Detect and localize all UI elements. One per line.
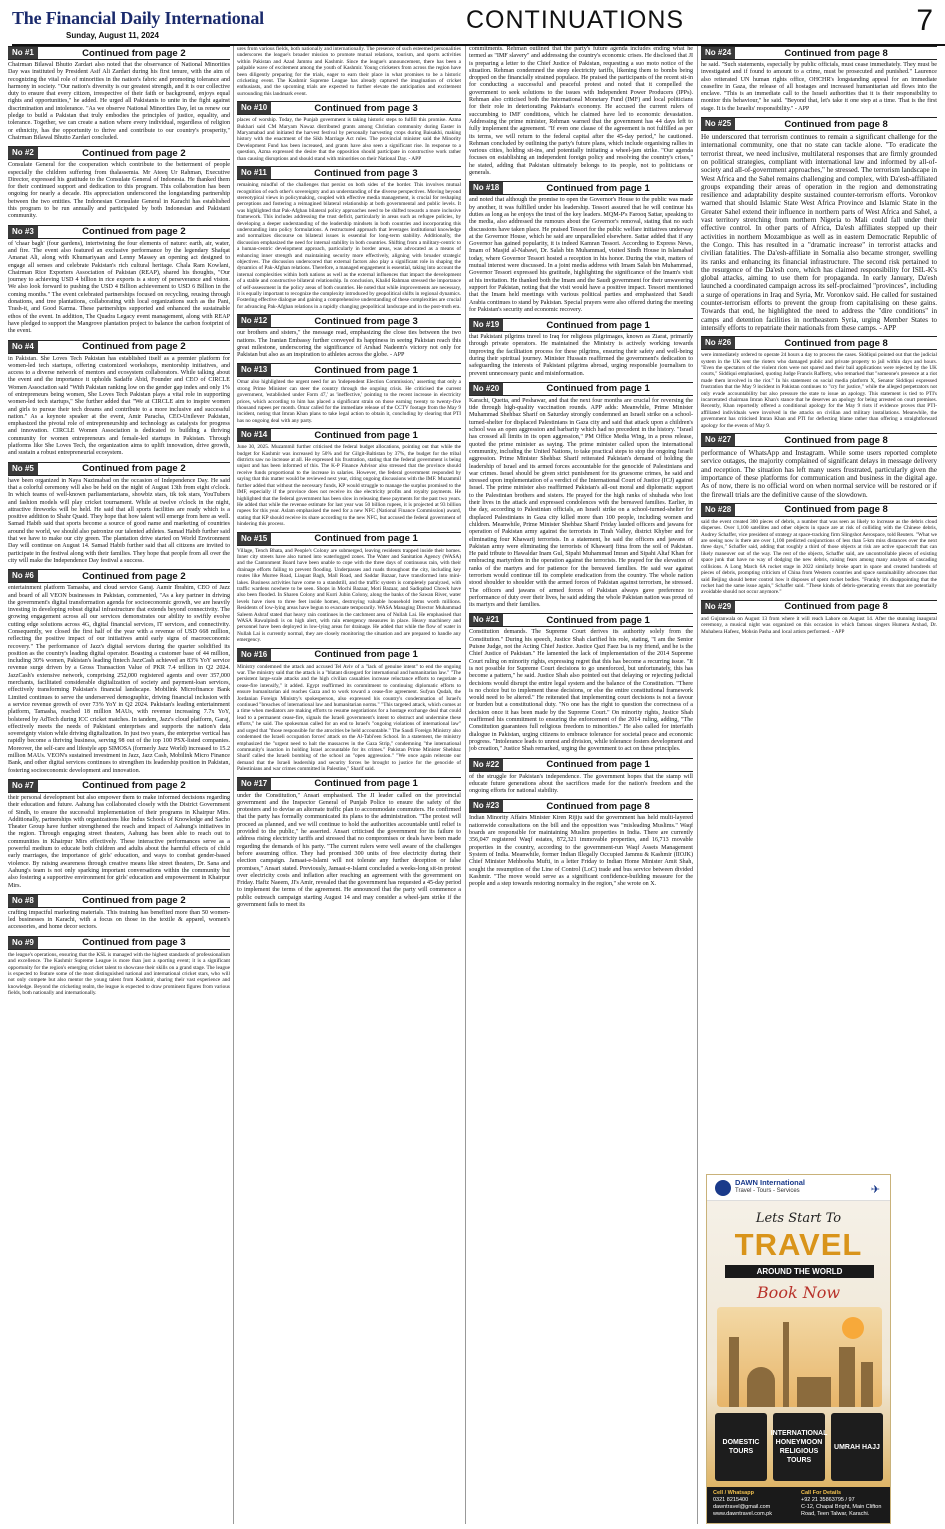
- article-body: and noted that although the promise to open the Governor's House to the public was made by another, it was fulfilled under his leadership. Tessori assured that he will continue his duties as long as he enjoys the trust of the key leaders. MQM-P's Farooq Sattar, speaking to the media, also addressed the rumours about the Governor's removal, stating that no such discussions have taken place. He praised Tessori for the public welfare initiatives underway at the Governor House, which he said are unparalleled elsewhere. Sattar added that if any Governor has gained popularity, it is indeed Kamran Tessori. According to Express News, Imam of Masjid al-Nabawi, Dr. Salah bin Muhammad, visited Sindh House in Islamabad today, where Governor Tessori hosted a reception in his honor. During the visit, matters of mutual interest were discussed. In a joint media address with Imam Salah bin Muhammad, Governor Tessori expressed his gratitude, highlighting the significance of the Imam's visit at his invitation. He thanked both the Imam and the Saudi government for their unwavering support for Pakistan, noting that the visit would have a positive impact. Tessori mentioned that the Imam held meetings with various political parties and emphasized that Saudi Arabia continues to stand by Pakistan. Special prayers were also offered during the meeting for Pakistan's security and economic recovery.: [469, 197, 693, 313]
- article-header: [8, 146, 230, 160]
- article: [701, 433, 937, 499]
- article-number-badge: No #13: [237, 364, 271, 376]
- article-continued-heading: Continued from page 8: [546, 800, 650, 812]
- ad-subheadline: AROUND THE WORLD: [725, 1265, 874, 1278]
- article: [237, 46, 461, 97]
- article-header: [701, 117, 937, 131]
- masthead: [6, 4, 939, 48]
- column-divider: [465, 46, 466, 1524]
- article-continued-heading: Continued from page 1: [546, 319, 650, 331]
- article-number-badge: No #26: [701, 337, 735, 349]
- article: [237, 314, 461, 359]
- call-phone[interactable]: +92 21 35863795 / 97: [801, 1497, 855, 1503]
- article-continued-heading: Continued from page 1: [546, 383, 650, 395]
- article-header: [701, 46, 937, 60]
- article-number-badge: No #12: [237, 315, 271, 327]
- article-number-badge: No #5: [8, 463, 38, 475]
- article: [8, 936, 230, 997]
- travel-advertisement[interactable]: [706, 1174, 891, 1524]
- article-body: of the struggle for Pakistan's independence. The government hopes that the stamp will educate future generations about the sacrifices made for the nation's freedom and the ongoing efforts for national stability.: [469, 773, 693, 795]
- article-header: [8, 340, 230, 354]
- article-body: were immediately ordered to operate 24 hours a day to process the cases. Siddiqui pointed out that the judicial system in the UK sent the rioters who damaged public and private property to jail within days and hours. "Even the spectators of the violent riots were not spared and their bail applications were rejected by the UK courts," Siddiqui emphasised, quoting Judge Francis Rafferty, who remarked that "someone's presence at a riot made them involved in the riot." In his statement on social media platform X, Senator Siddiqui expressed frustration that the May 9 incident in Pakistan continues to "cry for justice," while the alleged perpetrators not only evade accountability but also pressure the state to issue an apology. This statement is tied to PTI's incarcerated chairman Imran Khan's stance that he deserves an apology for being arrested on court premises. Recently, Khan reportedly offered a conditional apology for the May 9 riots if evidence proves that PTI-affiliated individuals were involved in the attacks on civilian and military installations. Meanwhile, the government has criticised Imran Khan and PTI for deflecting blame rather than offering a straightforward apology for the events of May 9.: [701, 352, 937, 429]
- article-body: that Pakistani pilgrims travel to Iraq for religious pilgrimages, known as Ziarat, primarily through private operators. He maintained the Ministry is actively working towards improving the facilitation process for these pilgrims, ensuring their safety and well-being during their spiritual journey. Minister Hussain reaffirmed the government's dedication to safeguarding the interests of Pakistani pilgrims abroad, urging responsible journalism to prevent unnecessary panic and misinformation.: [469, 334, 693, 377]
- column-divider: [233, 46, 234, 1524]
- article-body: Constitution demands. The Supreme Court derives its authority solely from the Constitution." During his speech, Justice Shah clarified his role, stating, "I am the Senior Puisne Judge, not the Acting Chief Justice. Justice Qazi Faez Isa is my friend, and he is the Chief Justice of Pakistan." He lamented the lack of implementation of the 2014 Supreme Court ruling on minority rights, expressing regret that this has become a recurring issue. "It is not possible for Supreme Court decisions to go unenforced, but unfortunately, this has become a pattern," he said. Justice Shah also pointed out that delaying or rejecting judicial decisions would disrupt the entire legal system and the balance of the Constitution. "There is no choice but to implement these decisions, or else the entire constitutional framework would need to be altered." He reiterated that implementing court decisions is not a favour or burden but a constitutional duty. "No one has the right to question the correctness of a decision once it has been made by the Supreme Court." On minority rights, Justice Shah reaffirmed his commitment to ensuring the enforcement of the 2014 ruling, adding, "The Constitution guarantees full religious freedom to minorities." He also called for interfaith dialogue in Pakistan, urging citizens to embrace tolerance for societal peace and economic progress. "Intolerance leads to unrest and division, while tolerance fosters development and job creation," Justice Shah remarked, urging the government to act on these principles.: [469, 629, 693, 753]
- article-continued-heading: Continued from page 8: [784, 601, 888, 613]
- contact-email[interactable]: dawntravel@gmail.com: [713, 1504, 771, 1510]
- article-number-badge: No #25: [701, 118, 735, 130]
- landmark-icon: [729, 1337, 739, 1407]
- contact-label: Cell / Whatsapp: [713, 1490, 754, 1496]
- ad-headline: TRAVEL: [734, 1227, 863, 1262]
- article: [237, 532, 461, 644]
- article-header: [237, 777, 461, 791]
- article-body: have been organized in Naya Nazimabad on the occasion of Independence Day. He said that a colorful ceremony will also be held on the night of August 13th from eight o'clock. In which teams of well-known parliamentarians, showbiz stars, tik tok stars, YouTubers and fashion models will play cricket tournament. While at twelve o'clock in the night, attractive fireworks will be held. He said that all sports facilities are ready which is a positive addition to Shahr Quaid. They hope that how talent will emerge from here as well. Samad Habib said that sports become a source of good name and marketing of countries around the world, we should also patronize our talented athletes. Samad Habib further said that we have to make our city green. The plantation drive started on World Environment Day will continue on August 14. Samad Habib further said that all citizens are invited to participate in the festival along with their families. They hope that people from all over the city will make the Independence Day festival a success.: [8, 477, 230, 564]
- article-header: [701, 600, 937, 614]
- article-number-badge: No #23: [469, 800, 503, 812]
- ad-service-international: INTERNATIONAL HONEYMOON RELIGIOUS TOURS: [773, 1413, 825, 1481]
- article-header: [8, 936, 230, 950]
- article: [8, 340, 230, 458]
- article: [701, 46, 937, 113]
- article: [701, 503, 937, 596]
- article-continued-heading: Continued from page 2: [82, 463, 186, 475]
- article-continued-heading: Continued from page 2: [82, 895, 186, 907]
- article: [469, 382, 693, 610]
- article-number-badge: No #29: [701, 601, 735, 613]
- article-number-badge: No #22: [469, 759, 503, 771]
- article-number-badge: No #2: [8, 147, 38, 159]
- article-body: said the event created 300 pieces of debris, a number that was seen as likely to increase as the debris cloud disperses. Over 1,100 satellites and other objects in space are at risk of colliding with the Chinese debris, Audrey Schaffer, vice president of strategy at space-tracking firm Slingshot Aerospace, told Reuters. "What we are seeing now is there are over 1,100 predicted conjunctions of less than 5-km miss distances over the next three days," Schaffer said, adding that roughly a third of those objects at risk are active spacecraft that can likely maneuver out of the way. The rest of the objects, Schaffer said, are uncontrollable pieces of existing space junk that have no way of dodging the new debris, raising fears among many analysts of cascading collisions. A Long March 6A rocket stage in 2022 similarly broke apart in space and created hundreds of pieces of debris, prompting criticism of China from Western countries and space sustainability advocates that said Beijing should better control how it disposes of spent rocket bodies. "Frankly it's disappointing that the rocket had the same issue again," Schaffer said. "These kinds of debris-generating events that are potentially avoidable should not occur anymore.": [701, 518, 937, 596]
- article-header: [469, 613, 693, 627]
- globe-icon: [715, 1180, 731, 1196]
- article-continued-heading: Continued from page 2: [82, 47, 186, 59]
- article: [701, 336, 937, 429]
- article-body: and Gujranwala on August 13 from where it will reach Lahore on August 14. After the stunning inaugural ceremony, a musical night was organized on this occasion in which famous singers Humera Arshad, Dr. Muhabera Hafeez, Mohsin Pasha and local artists performed. - APP: [701, 615, 937, 635]
- article-header: [8, 225, 230, 239]
- article-number-badge: No #17: [237, 778, 271, 790]
- page-number: 7: [916, 4, 933, 37]
- article-header: [8, 779, 230, 793]
- article-number-badge: No #1: [8, 47, 38, 59]
- article-continued-heading: Continued from page 3: [314, 102, 418, 114]
- article-header: [237, 314, 461, 328]
- article-body: places of worship. Today, the Punjab government is taking historic steps to fulfill this promise. Azma Bukhari said CM Maryam Nawaz distributed grants among Christian community during Easter in Maryamabad and initiated the harvest festival by personally harvesting crops during Baisakhi, making history with the enactment of the Sikh Marriage Act rules. The provincial minister said the Minority Development Fund has been increased, and grants have also seen a significant rise. In response to a question, Azma expressed the desire that the opposition should participate in constructive work rather than causing disruptions and should stand with minorities on their National Day. - APP: [237, 117, 461, 162]
- article-body: our brothers and sisters," the message read, emphasizing the close ties between the two nations. The Iranian Embassy further conveyed its happiness in seeing Pakistan reach this great milestone, underscoring the significance of Arshad Nadeem's victory not only for Pakistan but also as an inspiration to athletes across the globe. - APP: [237, 330, 461, 359]
- article-continued-heading: Continued from page 2: [82, 147, 186, 159]
- office-address: C-12, Chapal Bright, Main Clifton Road, Teen Talwar, Karachi.: [801, 1504, 882, 1517]
- article-continued-heading: Continued from page 3: [314, 167, 418, 179]
- article-body: he said. "Such statements, especially by public officials, must cease immediately. They must be investigated and if found to amount to a crime, must be prosecuted and punished." Laurence also reiterated UN human rights office, OHCHR's longstanding appeal for an immediate ceasefire in Gaza, the release of all hostages and increased humanitarian aid flows into the enclave. "This is an immediate call to the Israeli authorities that it is their responsibility to monitor this behaviour," he said. "Beyond that, let's take it one step at a time. That is the first stage. It is the Israelis' responsibility." - APP: [701, 62, 937, 112]
- article-header: [701, 503, 937, 517]
- article-number-badge: No #14: [237, 429, 271, 441]
- column-4: [701, 46, 937, 1170]
- article-header: [701, 336, 937, 350]
- article-body: under the Constitution," Ansari emphasised. The JI leader called on the provincial government and the Inspector General of Punjab Police to ensure the safety of the protesters and to devise an alternate traffic plan to accommodate commuters. He confirmed that the party has formally communicated its plans to the administration. "The protest will proceed as planned, and we will continue to hold the authorities accountable until relief is provided to the public," he asserted. Ansari criticised the government for its failure to address rising electricity tariffs and stressed that no compromises or deals have been made regarding the demands of his party. "The current rulers were well aware of the challenges before assuming office. They had promised 300 units of free electricity during their election campaign. Jamaat-e-Islami will not tolerate any further deception or false promises," Ansari stated. Previously, Jamaat-e-Islami concluded a weeks-long sit-in protest over electricity costs and inflation after reaching an agreement with the government on Friday. Hafiz Naeem, JI's Amir, revealed that the government has requested a 45-day period to implement the terms of the agreement. He announced that the party will commence a public outreach campaign starting August 14 and may consider a wheel-jam strike if the government fails to meet its: [237, 792, 461, 908]
- article-body: remaining mindful of the challenges that persist on both sides of the border. This involves mutual recognition of each other's sovereignty and an understanding of the diverse perspectives. Moving beyond stereotypical views in policymaking, coupled with effective media management, is crucial for reshaping perceptions and fostering a reimagined bilateral relationship at both governmental and public levels. It was highlighted that Pak-Afghan bilateral policy approaches need to be shifted towards a more inclusive framework. This includes addressing the trust deficit, particularly in areas such as refugee policies, by developing a deeper understanding of the leadership mindsets in both countries and incorporating this understanding into policy formulations. A restructured approach that leverages institutional knowledge and normalizes discourse on bilateral issues is essential for long-term stability. Additionally, the discussion emphasized the need for internal stability in both countries. Shifting from a military-centric to a human-centric development approach, particularly in border areas, was advocated as a means of enhancing inner strength and maintaining security more effectively, aligning with broader strategic objectives. The discussion underscored that external factors also play a significant role in shaping the dynamics of Pak-Afghan relations. Therefore, a managed engagement is essential, taking into account the internal complexities within both nations as well as the external influences that impact the development of a stable and constructive bilateral relationship. In conclusion, Khalid Rahman stressed the importance of self-assessment in the policy areas of both countries. He noted that while improvements are necessary, it is equally important to recognize the complexity introduced by geopolitical shifts in regional dynamics. Fostering effective dialogue and gaining a comprehensive understanding of these complexities are crucial for advancing Pak-Afghan relations in a rapidly changing geopolitical landscape and in the post-truth era.: [237, 182, 461, 310]
- article: [8, 569, 230, 775]
- ad-tagline: Lets Start To: [755, 1211, 842, 1226]
- article-number-badge: No #7: [8, 780, 38, 792]
- article-header: [8, 569, 230, 583]
- ad-service-domestic: DOMESTIC TOURS: [715, 1413, 767, 1481]
- article-continued-heading: Continued from page 8: [784, 118, 888, 130]
- article: [237, 363, 461, 424]
- article-header: [237, 101, 461, 115]
- article-header: [469, 181, 693, 195]
- article-continued-heading: Continued from page 3: [82, 937, 186, 949]
- article-number-badge: No #16: [237, 649, 271, 661]
- article-number-badge: No #10: [237, 102, 271, 114]
- article-body: June 30, 2025. Muzammil further criticised the federal budget allocations, pointing out that while the budget for Kashmir was increased by 50% and for Gilgit-Baltistan by 37%, the budget for the tribal districts saw no increase at all. He expressed his frustration, stating that the federal government is being unjust and has been informed of this. The K-P Finance Advisor also stressed that the province should receive funds proportional to the increase in salaries. However, the federal government responded by saying that this matter would be reviewed next year, citing ongoing discussions with the IMF. Muzammil further added that without the necessary funds, KP would struggle to manage the surplus promised to the IMF, especially if the province does not receive its due electricity profits and royalty payments. He highlighted that the federal government has been slow in releasing these payments for the past two years. He added that while the revenue estimate for last year was 50 billion rupees, it is projected at 93 billion rupees for this year. Aslam emphasised the need for a new NFC (National Finance Commission) award, stating that KP should receive its share according to the new NFC, but accused the federal government of hindering this process.: [237, 444, 461, 528]
- ad-header: [707, 1175, 890, 1201]
- article-continued-heading: Continued from page 3: [314, 315, 418, 327]
- article-header: [469, 799, 693, 813]
- book-now-label[interactable]: Book Now: [756, 1283, 841, 1302]
- article-number-badge: No #11: [237, 167, 271, 179]
- article-continued-heading: Continued from page 2: [82, 780, 186, 792]
- article: [8, 146, 230, 220]
- article: [469, 181, 693, 314]
- call-label: Call For Details: [801, 1490, 842, 1496]
- article: [237, 166, 461, 310]
- article-body: Karachi, Quetta, and Peshawar, and that the next four months are crucial for reversing the tide through high-quality vaccination rounds. APP adds: Meanwhile, Prime Minister Muhammad Shehbaz Sharif on Saturday strongly condemned an Israeli strike on a school-turned-shelter for displaced Palestinians in Gaza city and said that attack upon a children's school was an open aggression and barbarity which had no precedent in the history. "Israel has crossed all limits in its open aggression," PM Office Media Wing, in a press release, quoted the prime minister as saying. The prime minister called upon the international community, including the United Nations, to take practical steps to stop the ongoing Israeli aggression. Prime Minister Shehbaz Sharif reiterated Pakistan's demand of holding the leadership of Israel and its armed forces accountable for the genocide of Palestinians and war crimes. Israel should be given strict punishment for its gruesome crimes, he said and stressed upon implementation of a verdict of the International Court of Justice (ICJ) against Israel. The prime minister also reaffirmed Pakistan's all-out moral and diplomatic support to the Palestinian brothers and sisters. He prayed for the high ranks of shuhada who lost their lives in the attack and expressed condolences with the bereaved families. Earlier, in the day, according to Palestinian officials, an Israeli strike on a school-turned-shelter for displaced Palestinians in Gaza city killed more than 100 people, including women and children. Meanwhile, Prime Minister Shehbaz Sharif Friday lauded officers and jawans for operation of Pakistan army against the terrorists in Tirah Valley, district Khyber and for eliminating four Khawarij terrorists. In a statement, he said the officers and jawans of Pakistan army were eliminating the terrorists of Khawarij fitna from the soil of Pakistan. He paid tribute to Hawaldar Inam Gul, Sipahi Muhammad Imran and Sipahi Altaf Khan for embracing martyrdom in the operation against the terrorists. He prayed for the elevation of ranks of the martyrs and for patience for the bereaved families. He said war against terrorism would continue till its complete eradication from the country. The whole nation stood shoulder to shoulder with the armed forces of Pakistan against terrorism, he stressed. The officers and jawans of armed forces of Pakistan always gave preference to performance of duty over their lives, he said adding the whole Pakistan nation was proud of its martyrs and their families.: [469, 397, 693, 609]
- article-header: [8, 46, 230, 60]
- column-divider: [697, 46, 698, 1524]
- article-body: commitments. Rehman outlined that the party's future agenda includes ending what he termed as "IMF slavery" and addressing the country's economic crises. He disclosed that JI is preparing a letter to the Chief Justice of Pakistan, requesting a suo moto notice of the situation. Rehman condemned the steep electricity tariffs, likening them to bombs being dropped on the financially strained populace. He praised the participants of the recent sit-in for conducting a successful and peaceful protest and noted that it compelled the government to seek solutions to the issues with Independent Power Producers (IPPs). Rehman also criticised both the International Monetary Fund (IMF) and local politicians for their role in deteriorating Pakistan's economy. He accused the current rulers of succumbing to IMF conditions, which he claimed have led to economic devastation. Addressing the prime minister, Rehman warned that the government has 44 days left to fully implement the agreement. "If even one clause of the agreement is not fulfilled as per its terms, we will return to the federal capital after the 45-day period," he cautioned. Rehman concluded by outlining the party's future plans, which include organising rallies in various cities, holding sit-ins, and potentially initiating a wheel-jam strike. "Our agenda focuses on establishing an independent foreign policy and resolving the country's crises," he stated, adding that Pakistan ultimately belongs to its people, not to politicians or generals.: [469, 46, 693, 177]
- landmark-icon: [839, 1347, 855, 1407]
- article-continued-heading: Continued from page 1: [314, 649, 418, 661]
- article-continued-heading: Continued from page 1: [314, 778, 418, 790]
- article: [701, 117, 937, 332]
- article-body: ures from various fields, both nationally and internationally. The presence of such esteemed personalities underscores the league's broader mission to promote mutual relations, tourism, and sports activities within Pakistan and Azad Jammu and Kashmir. Since the league's announcement, there has been a palpable wave of excitement among the youth of Kashmir. Young cricketers from across the region have been diligently preparing for the trials, eager to earn their place in what promises to be a historic cricketing event. The Kashmir Supreme League has already captured the imagination of cricket enthusiasts, and the upcoming trials are expected to further elevate the anticipation and excitement surrounding this landmark event.: [237, 46, 461, 97]
- article-number-badge: No #20: [469, 383, 503, 395]
- article-body: performance of WhatsApp and Instagram. While some users reported complete service outages, the majority complained of significant delays in message delivery and reception. The situation has left many users frustrated, particularly given the importance of these platforms for communication and business in the digital age. As of now, there is no official word on when normal service will be restored or if the firewall trials are the definitive cause of the slowdown.: [701, 449, 937, 499]
- article-continued-heading: Continued from page 1: [314, 364, 418, 376]
- airplane-icon: ✈: [870, 1184, 880, 1196]
- article: [469, 758, 693, 796]
- issue-date: Sunday, August 11, 2024: [66, 31, 159, 40]
- article-body: their personal development but also empower them to make informed decisions regarding their education and future. Aahung has collaborated closely with the District Government of Sindh, to ensure the successful implementation of their programs in Khairpur Mirs. Additionally, partnerships with organizations like Indus Schools of Knowledge and Sacho Theater Group have further strengthened the reach and impact of Aahung's initiatives in the region. Through engaging street theaters, Aahung has been able to reach out to communities in Khairpur Mirs effectively. These interactive performances serve as a powerful medium to educate both children and adults about the harmful effects of child early marriages, the importance of girls' education, and ways to combat gender-based violence. By raising awareness through creative means like street theaters, Dr. Sana and Aahung's team is not only sparking important conversations within the community but also fostering a supportive environment for girls' education and empowerment in Khairpur Mirs.: [8, 794, 230, 889]
- article-number-badge: No #3: [8, 226, 38, 238]
- article-number-badge: No #4: [8, 341, 38, 353]
- landmark-icon: [861, 1362, 873, 1407]
- article: [469, 799, 693, 888]
- article-continued-heading: Continued from page 1: [546, 614, 650, 626]
- article: [8, 225, 230, 336]
- article-header: [469, 758, 693, 772]
- article-number-badge: No #15: [237, 533, 271, 545]
- article-continued-heading: Continued from page 8: [784, 504, 888, 516]
- ad-service-umrah: UMRAH HAJJ: [831, 1413, 883, 1481]
- article-body: the league's operations, ensuring that the KSL is managed with the highest standards of professionalism and excellence. The Kashmir Supreme League is more than just a sporting event; it is a significant opportunity for the region's emerging cricket talent to showcase their skills on a grand stage. The league is expected to feature some of the most distinguished national and international cricket stars, who will not only compete but also mentor the young talent from Kashmir, sharing their vast experience and knowledge. Beyond the cricketing realm, the league is expected to draw prominent figures from various fields, both nationally and internationally.: [8, 951, 230, 997]
- article-number-badge: No #27: [701, 434, 735, 446]
- article-continued-heading: Continued from page 1: [314, 429, 418, 441]
- column-2: [237, 46, 461, 1524]
- landmark-icon: [797, 1377, 831, 1407]
- article-body: Village, Tench Bhata, and People's Colony are submerged, leaving residents trapped inside their homes. Inner city streets have also turned into waterlogged zones. The Water and Sanitation Agency (WASA) and the Cantonment Board have been unable to cope with the three days of continuous rain, with their drainage efforts failing to prevent flooding. Underpasses and roads throughout the city, including key routes like Murree Road, Liaquat Bagh, Mall Road, and Saddar Bazaar, have transformed into mini-lakes. Business activities have come to a standstill, and the traffic system is completely paralyzed, with traffic wardens nowhere to be seen. Shops in Mochi Bazaar, Moti Bazaar, and Sadiqabad Chowk have also been flooded. In Sharen Colony and Kurri Jubin Colony, along the banks of the Sawan River, water levels have risen to three feet inside homes, destroying valuable household items worth millions. Residents of low-lying areas have begun to evacuate temporarily. WASA Managing Director Muhammad Saleem Ashraf stated that heavy rain continues in the catchment area of Nullah Lai. He emphasised that WASA Rawalpindi is on high alert, with rain emergency measures in place. Heavy machinery and personnel have been deployed in low-lying areas for drainage. He added that while the flow of water in Nullah Lai is currently normal, they are closely monitoring the situation and are prepared to handle any emergency.: [237, 547, 461, 644]
- landmark-icon: [747, 1367, 775, 1407]
- article-continued-heading: Continued from page 2: [82, 570, 186, 582]
- article-body: Indian Minority Affairs Minister Kiren Rijiju said the government has held multi-layered nationwide consultations on the bill and the opposition was "misleading Muslims." Waqf boards are responsible for maintaining Muslim properties in India. There are currently 356,047 registered Waqf estates, 872,321 immovable properties, and 16,713 movable properties in the country, according to the government-run Waqf Assets Management System of India. Meanwhile, former Indian Illegally Occupied Jammu & Kashmir (IIOJK) Chief Minister Mehbooba Mufti, in a letter Friday to Indian Home Minister Amit Shah, sought the resumption of the Line of Control (LoC) trade and bus service between divided Kashmir. "The move would serve as a significant confidence-building measure for the people and a step towards restoring normalcy in the region," she wrote on X.: [469, 815, 693, 888]
- sun-icon: [842, 1317, 864, 1339]
- article-continued-heading: Continued from page 1: [546, 182, 650, 194]
- article-body: Omar also highlighted the urgent need for an 'independent Election Commission,' asserting that only a strong Prime Minister can steer the country through the ongoing crisis. He criticised the current government, 'established under Form 47,' as 'ineffective,' pointing to the recent increase in electricity prices, which according to him has placed a significant strain on those earning twenty to twenty-five thousand rupees per month. Omar called for the immediate release of the CCTV footage from the May 9 incident, noting that Imran Khan plans to take legal action to obtain it, concluding by clearing that PTI has no ongoing deal with any party.: [237, 379, 461, 424]
- article-number-badge: No #18: [469, 182, 503, 194]
- article-header: [701, 433, 937, 447]
- article-number-badge: No #6: [8, 570, 38, 582]
- article-header: [8, 894, 230, 908]
- article-number-badge: No #19: [469, 319, 503, 331]
- article-header: [469, 318, 693, 332]
- article-continued-heading: Continued from page 2: [82, 341, 186, 352]
- ad-contact-right: [801, 1490, 889, 1518]
- article-body: of 'chaar bagh' (four gardens), intertwining the four elements of nature: earth, air, water, and fire. The event also featured an exclusive performance by the legendary Shafqat Amanat Ali, along with Khumariyaan and Lenny Massey an opening act designed to engage all senses and celebrate Pakistan's rich cultural heritage. Chala Ram Kowlani, Chairman Rice Exporters Association of Pakistan (REAP), shared his thoughts, "Our journey to achieving USD 4 billion in rice exports is a story of perseverance and vision. We also look forward to pushing the USD 4 Billion achievement to USD 6 Billion in the coming months." The event celebrated partnerships focused on recycling, reusing through donations, and tree plantations, collaborating with local organizations such as the Pani, Trash-it, and Good Karma. These partnerships supported and enhanced the sustainable ethos of the event. In addition, The Quadra Legacy event management, along with REAP have pledged to support the Mangrove plantation project to balance the carbon footprint of the event.: [8, 240, 230, 335]
- article-continued-heading: Continued from page 1: [314, 533, 418, 545]
- ad-contact-left: [713, 1490, 797, 1518]
- article-body: Chairman Bilawal Bhutto Zardari also noted that the observance of National Minorities Day was instituted by President Asif Ali Zardari during his first tenure, with the aim of recognizing the vital role of minorities in the nation's fabric and promoting tolerance and harmony in society. "Our nation's diversity is our greatest strength, and it is our collective duty to ensure that every citizen, irrespective of their faith or background, enjoys equal rights and opportunities," he added. He urged all Pakistanis to unite in the fight against discrimination and intolerance. "As we observe National Minorities Day, let us renew our pledge to build a Pakistan that truly embodies the principles of justice, equality, and tolerance. Together, we can create a nation where every individual, regardless of religion or ethnicity, has the opportunity to thrive and contribute to our country's prosperity," Chairman Bilawal Bhutto Zardari concluded.: [8, 62, 230, 141]
- article: [469, 318, 693, 378]
- article: [237, 648, 461, 773]
- article-number-badge: No #28: [701, 504, 735, 516]
- article: [8, 779, 230, 890]
- article-body: entertainment platform Tamasha, and cloud service Garaj. Aamir Ibrahim, CEO of Jazz and board of all VEON businesses in Pakistan, commented, "As a key partner in driving the government's digital transformation agenda for socioeconomic growth, we are heavily investing in developing robust digital infrastructure that extends beyond connectivity. The growing engagement across all our services demonstrates our ability to swiftly evolve cutting edge solutions across 4G, digital financial services, IT services, and connectivity. Consequently, we closed the first half of the year with a revenue of USD 668 million, reflecting the positive impact of our initiatives amid early signs of macroeconomic recovery." The performance of Jazz's digital services during the quarter solidified its position as the country's leading digital operator. Boasting a customer base of 44 million, including 30% women, Pakistan's leading fintech JazzCash achieved an 83% YoY service revenue surge driven by a Gross Transaction Value of PKR 7.4 trillion in Q2 2024. JazzCash's extensive network, comprising 252,000 registered agents and over 357,000 merchants, facilitated considerable digitalization of society and payment-loan services, effectively transforming Pakistan's financial landscape. Mobilink Microfinance Bank Limited continues to serve the underserved demographic, driving financial inclusion with a service revenue growth of over 73% YoY in Q2 2024. Pakistan's leading entertainment platform, Tamasha, reached 18 million MAUs, with revenue increasing 7.7x YoY, bolstered by AdTech during ICC cricket matches. In tandem, Jazz's cloud platform, Garaj, effectively meets the needs of Pakistani enterprises and supports the nation's data sovereignty vision while driving digitalization. In just two years, the enterprise vertical has rapidly become a thriving business, serving 98 out of the top 100 PSX-listed companies. Moreover, the self-care and lifestyle app SIMOSA (formerly Jazz World) increased to 15.2 million MAUs. VEON's sustained investment in Jazz, Jazz Cash, Mobilink Micro Finance Bank, and other digital services continues to strengthen its leadership position in Pakistan, fostering socioeconomic development and innovation.: [8, 585, 230, 774]
- ad-brand: DAWN International: [735, 1178, 806, 1187]
- article-header: [237, 532, 461, 546]
- ad-services: Travel - Tours - Services: [735, 1188, 800, 1194]
- article-body: Ministry condemned the attack and accused Tel Aviv of a "lack of genuine intent" to end the ongoing war. The ministry said that the attack is a "blatant disregard for international and humanitarian law." "The persistent large-scale attacks and the high civilian casualties increase reluctance efforts to negotiate a cease-fire intensify," it added. Egypt reaffirmed its commitment to continuing diplomatic efforts to ensure humanitarian aid reaches Gaza and to work toward a cease-fire agreement. Sufyan Qudah, the Jordanian Foreign Ministry's spokesperson, also expressed his country's condemnation of Israel's continued "breaches of international law and humanitarian norms." "This targeted attack, which comes at a time when mediators are making efforts to resume negotiations for a hostage exchange deal that could lead to a permanent cease-fire, signals the Israeli government's intent to obstruct and undermine these efforts," he said. The spokesman called for an end to Israel's "ongoing violations of international law" and urged that "those responsible for the atrocities be held accountable." The Saudi Foreign Ministry also condemned the Israeli occupation forces' attack on the Al-Tabi'een School. In a statement, the ministry emphasized the "urgent need to halt the massacres in the Gaza Strip," condemning "the international community's inaction in holding Israel accountable for its crimes." Pakistan Prime Minister Shehbaz Sharif called the Israeli bombing of the school an "open aggression." "We once again reiterate our demand that the Israeli leadership and security forces be brought to justice for the genocide of Palestinians and war crimes committed in Palestine," Sharif said.: [237, 663, 461, 773]
- article-continued-heading: Continued from page 8: [784, 47, 888, 59]
- article-number-badge: No #8: [8, 895, 38, 907]
- column-3: [469, 46, 693, 1524]
- section-title: CONTINUATIONS: [466, 6, 685, 34]
- article: [237, 777, 461, 910]
- contact-web[interactable]: www.dawntravel.com.pk: [713, 1511, 772, 1517]
- article-header: [469, 382, 693, 396]
- contact-phone[interactable]: 0321 8215400: [713, 1497, 749, 1503]
- article-number-badge: No #21: [469, 614, 503, 626]
- article-body: He underscored that terrorism continues to remain a significant challenge for the international community, one that no state can tackle alone. "To eradicate the terrorist threat, we need inclusive, multilateral responses that are firmly grounded on political strategies, compliant with international law and informed by all-of-society and all-of-government approaches," he stressed. The terrorism landscape in West Africa and the Sahel remains challenging and complex, with Da'esh-affiliated groups expanding their areas of operation in the region and demonstrating resilience and adaptability despite sustained counter-terrorism efforts. Voronkov warned that should Islamic State West Africa Province and Islamic State in the Greater Sahel extend their influence in northern parts of West Africa and Sahel, a vast territory stretching from northern Nigeria to Mali could fall under their effective control. In other parts of Africa, Da'esh affiliates stepped up their activities in northern Mozambique as well as in eastern Democratic Republic of the Congo. This has resulted in a "dramatic increase" in terrorist attacks and civilian fatalities. The Da'esh-affiliate in Somalia also became stronger, swelling its ranks and enhancing its financial infrastructure. The second risk pertained to the resurgence of the Da'esh core, which has claimed responsibility for ISIL-K's global attacks, aiming to use them for propaganda. In early January, Da'esh launched a coordinated campaign across its self-proclaimed "provinces", including a surge of operations in Iraq and Syria, Mr. Voronkov said. He called for sustained counter-terrorism efforts to prevent the group from capitalising on these gains. Towards that end, he highlighted the need to address the "dire conditions" in camps and detention facilities in northeastern Syria, urging Member States to intensify efforts to repatriate their nationals from these camps. - APP: [701, 133, 937, 332]
- article: [8, 462, 230, 566]
- ad-contact-footer: [707, 1487, 890, 1524]
- article: [8, 46, 230, 142]
- article: [469, 46, 693, 177]
- article-header: [237, 428, 461, 442]
- article-body: Consulate General for the cooperation which contribute to the betterment of people especially the children suffering from thalassemia. Mr Ateeq Ur Rahman, Executive Director, expressed his gratitude to the Consulate General of Indonesia. He thanked them for their continued support and dedication to this program. This collaboration has been ongoing for nearly a decade. His appreciation underscored the longstanding partnership between the two entities. The Indonesian Consulate General in Karachi has established this program to be run annually and participated by both Indonesian and Pakistani community.: [8, 162, 230, 220]
- article: [469, 613, 693, 753]
- article: [8, 894, 230, 932]
- article-continued-heading: Continued from page 2: [82, 226, 186, 238]
- article-header: [8, 462, 230, 476]
- article-body: in Pakistan. She Loves Tech Pakistan has established itself as a premier platform for women-led tech startups, offering customized workshops, mentorship initiatives, and access to a diverse network of mentors and ecosystem collaborators. While talking about the event and the importance it upholds Sadaffe Abid, Founder and CEO of CIRCLE Women Association said "With Pakistan ranking low on the gender gap index and only 1% of entrepreneurs being women, She Loves Tech Pakistan plays a vital role in supporting women-led tech startups," She further added that "We at CIRCLE aim to inspire women and girls to pursue their tech dreams and contribute to a more inclusive and successful nation." As a keynote speaker at the event, Amir Paracha, CEO-Unilever Pakistan, emphasized the pivotal role of entrepreneurship and technology as catalysts for progress and innovation. CIRCLE Women Association is dedicated to building a thriving community for women entrepreneurs and female-led startups in Pakistan. Through platforms like She Loves Tech, the organization aims to uplift innovation, drive growth, and sustain a robust entrepreneurial ecosystem.: [8, 355, 230, 457]
- newspaper-title: The Financial Daily International: [12, 8, 264, 28]
- article-continued-heading: Continued from page 1: [546, 759, 650, 771]
- article: [237, 101, 461, 162]
- article-continued-heading: Continued from page 8: [784, 434, 888, 446]
- article-number-badge: No #9: [8, 937, 38, 949]
- landmarks-illustration: [717, 1307, 882, 1407]
- article-header: [237, 648, 461, 662]
- article: [701, 600, 937, 635]
- article: [237, 428, 461, 527]
- article-body: crafting impactful marketing materials. This training has benefited more than 50 women-led businesses in Karachi, with a focus on those in the textile & apparel, women's accessories, and home decor sectors.: [8, 909, 230, 931]
- article-continued-heading: Continued from page 8: [784, 337, 888, 349]
- article-header: [237, 363, 461, 377]
- column-1: [8, 46, 230, 1524]
- article-number-badge: No #24: [701, 47, 735, 59]
- article-header: [237, 166, 461, 180]
- landmark-icon: [783, 1322, 789, 1407]
